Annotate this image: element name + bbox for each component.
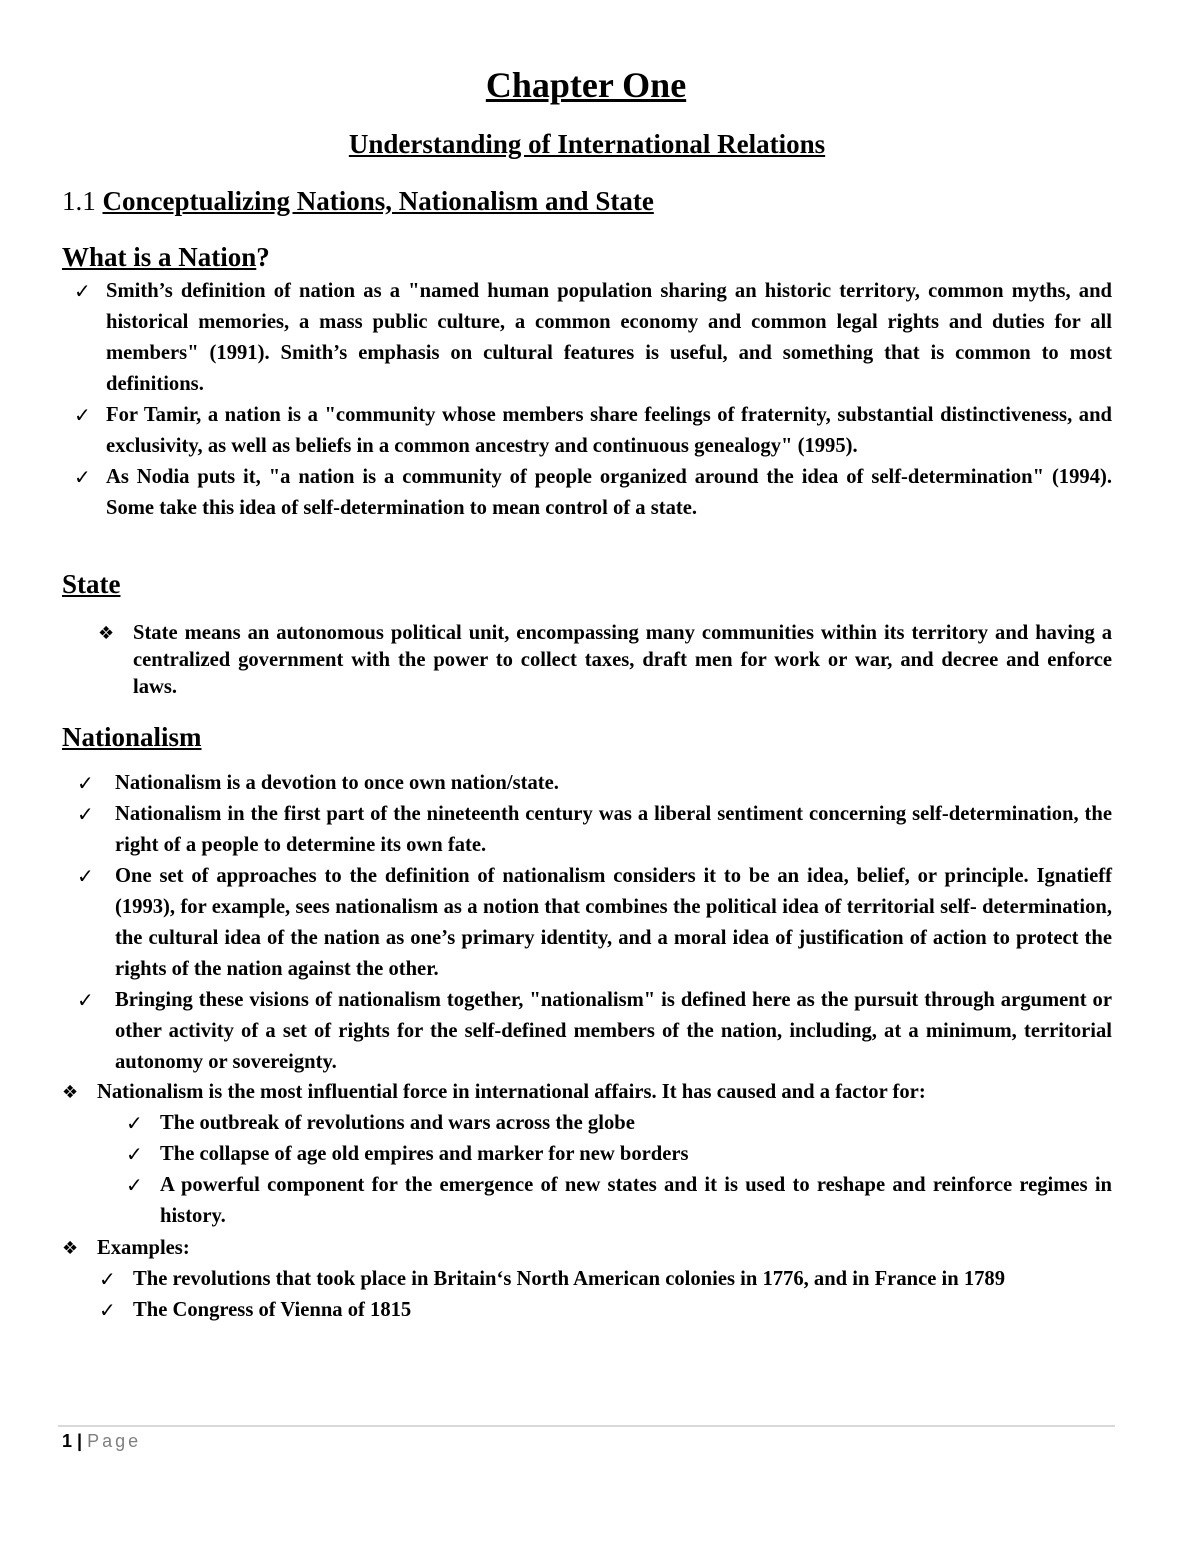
chapter-subtitle: Understanding of International Relations (348, 129, 826, 159)
footer-separator: | (77, 1431, 83, 1451)
four-diamond-bullet-icon: ❖ (98, 623, 115, 644)
list-item: ✓ For Tamir, a nation is a "community whose members share feelings of fraternity, substantial distinctiveness, and exclusivity, as well as beliefs in a common ancestry and continuous genealogy" (1995). (106, 400, 1112, 462)
nationalism-heading: Nationalism (62, 722, 202, 752)
influence-sublist (126, 1108, 1112, 1232)
list-item: ✓ The collapse of age old empires and marker for new borders (160, 1139, 1112, 1170)
check-mark-icon: ✓ (126, 1111, 143, 1135)
list-item: ❖ Examples: (97, 1233, 1112, 1264)
nation-heading-text: What is a Nation (62, 242, 257, 272)
list-item: ✓ The Congress of Vienna of 1815 (133, 1295, 1112, 1326)
nationalism-list (77, 768, 1112, 1078)
list-item: ✓ Smith’s definition of nation as a "named human population sharing an historic territory, common myths, and historical memories, a mass public culture, a common economy and common legal rights and duties for all members" (1991). Smith’s emphasis on cultural features is useful, and something that is common to most definitions. (106, 276, 1112, 400)
check-mark-icon: ✓ (126, 1142, 143, 1166)
four-diamond-bullet-icon: ❖ (62, 1082, 79, 1103)
check-mark-icon: ✓ (77, 802, 94, 826)
list-item: ✓ Bringing these visions of nationalism together, "nationalism" is defined here as the pursuit through argument or other activity of a set of rights for the self-defined members of the nation, including, at a minimum, territorial autonomy or sovereignty. (115, 985, 1112, 1078)
check-mark-icon: ✓ (77, 864, 94, 888)
list-item: ✓ A powerful component for the emergence of new states and it is used to reshape and reinforce regimes in history. (160, 1170, 1112, 1232)
check-mark-icon: ✓ (126, 1173, 143, 1197)
page-number: 1 (62, 1431, 73, 1451)
influence-list (62, 1077, 1112, 1108)
page-footer (62, 1431, 141, 1452)
list-item: ❖ Nationalism is the most influential force in international affairs. It has caused and a factor for: (97, 1077, 1112, 1108)
check-mark-icon: ✓ (74, 279, 91, 303)
check-mark-icon: ✓ (74, 465, 91, 489)
list-item: ❖ State means an autonomous political unit, encompassing many communities within its territory and having a centralized government with the power to collect taxes, draft men for work or war, and decree and enforce laws. (98, 622, 1112, 698)
check-mark-icon: ✓ (99, 1267, 116, 1291)
check-mark-icon: ✓ (99, 1298, 116, 1322)
nation-heading (62, 241, 270, 273)
check-mark-icon: ✓ (77, 988, 94, 1012)
state-heading: State (62, 569, 121, 599)
nation-list (74, 276, 1112, 524)
four-diamond-bullet-icon: ❖ (62, 1238, 79, 1259)
list-item: ✓ As Nodia puts it, "a nation is a community of people organized around the idea of self-determination" (1994). Some take this idea of self-determination to mean control of a state. (106, 462, 1112, 524)
page-label: Page (87, 1431, 142, 1451)
list-item: ✓ Nationalism in the first part of the nineteenth century was a liberal sentiment concerning self-determination, the right of a people to determine its own fate. (115, 799, 1112, 861)
check-mark-icon: ✓ (74, 403, 91, 427)
section-number: 1.1 (62, 186, 96, 216)
examples-list (62, 1233, 1112, 1264)
state-list (98, 620, 1112, 701)
section-heading (62, 185, 654, 217)
footer-divider (58, 1425, 1115, 1427)
list-item: ✓ One set of approaches to the definition of nationalism considers it to be an idea, belief, or principle. Ignatieff (1993), for example, sees nationalism as a notion that combines the political idea of territorial self- determination, the cultural idea of the nation as one’s primary identity, and a moral idea of justification of action to protect the rights of the nation against the other. (115, 861, 1112, 985)
list-item: ✓ The revolutions that took place in Britain‘s North American colonies in 1776, and in France in 1789 (133, 1264, 1112, 1295)
section-title: Conceptualizing Nations, Nationalism and State (102, 186, 654, 216)
chapter-title: Chapter One (485, 65, 687, 105)
list-item: ✓ The outbreak of revolutions and wars across the globe (160, 1108, 1112, 1139)
nation-heading-suffix: ? (256, 242, 270, 272)
check-mark-icon: ✓ (77, 771, 94, 795)
list-item: ✓ Nationalism is a devotion to once own nation/state. (115, 768, 1112, 799)
examples-sublist (99, 1264, 1112, 1326)
